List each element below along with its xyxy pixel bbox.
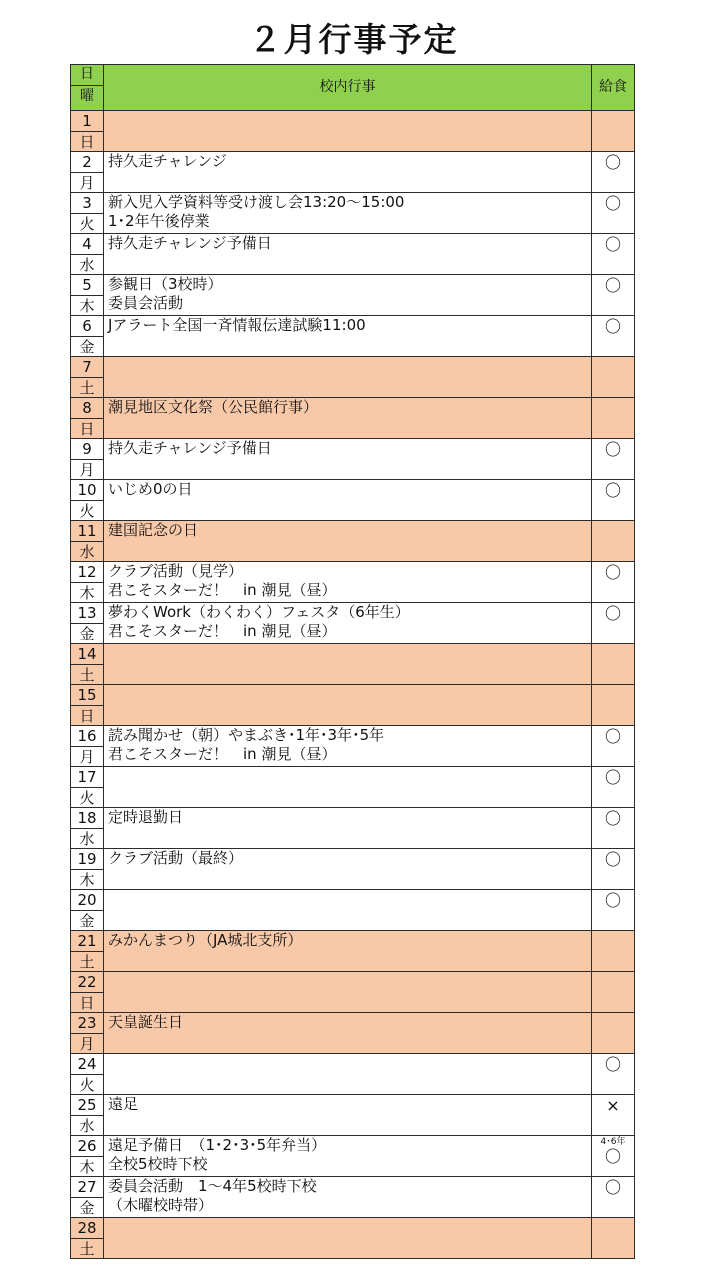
day-cell: [71, 849, 104, 890]
schedule-body: [71, 65, 635, 1259]
table-row: [71, 521, 635, 562]
weekday-label: 土: [79, 953, 95, 971]
event-text: 持久走チャレンジ: [108, 152, 227, 170]
event-text: みかんまつり（JA城北支所）: [108, 931, 303, 949]
weekday-label: 金: [79, 338, 95, 356]
lunch-mark: 〇: [604, 194, 621, 213]
day-cell: [71, 521, 104, 562]
event-text: 君こそスターだ！ in 潮見（昼）: [108, 581, 337, 599]
day-number: 6: [82, 317, 92, 335]
weekday-label: 火: [79, 502, 95, 520]
lunch-cell: [592, 931, 635, 972]
lunch-cell: [592, 972, 635, 1013]
lunch-mark: [592, 357, 634, 358]
weekday-label: 火: [79, 215, 95, 233]
weekday-label: 日: [79, 420, 95, 438]
day-number: 26: [77, 1137, 97, 1155]
day-cell: [71, 890, 104, 931]
table-row: [71, 234, 635, 275]
event-text: 委員会活動 1～4年5校時下校: [108, 1177, 317, 1195]
lunch-cell: [592, 439, 635, 480]
event-text: 定時退勤日: [108, 808, 184, 826]
lunch-mark: 〇: [604, 563, 621, 582]
table-row: [71, 316, 635, 357]
lunch-mark: 〇: [604, 1178, 621, 1197]
weekday-label: 火: [79, 789, 95, 807]
events-cell: [104, 1054, 592, 1095]
events-cell: [104, 685, 592, 726]
header-row: [71, 65, 635, 111]
day-number: 10: [77, 481, 97, 499]
lunch-cell: [592, 1095, 635, 1136]
event-text: （木曜校時帯）: [108, 1196, 214, 1214]
event-text: 新入児入学資料等受け渡し会13:20～15:00: [108, 193, 405, 211]
header-day-cell: [71, 65, 104, 111]
day-cell: [71, 644, 104, 685]
table-row: [71, 480, 635, 521]
weekday-label: 土: [79, 379, 95, 397]
lunch-cell: [592, 234, 635, 275]
header-events-label: 校内行事: [319, 79, 376, 95]
lunch-cell: [592, 808, 635, 849]
day-number: 24: [77, 1055, 97, 1073]
lunch-cell: [592, 603, 635, 644]
lunch-cell: [592, 275, 635, 316]
day-number: 28: [77, 1219, 97, 1237]
lunch-mark: 〇: [604, 809, 621, 828]
day-cell: [71, 685, 104, 726]
table-row: [71, 644, 635, 685]
lunch-cell: [592, 644, 635, 685]
lunch-cell: [592, 111, 635, 152]
day-cell: [71, 398, 104, 439]
lunch-mark: [592, 111, 634, 112]
lunch-mark: 〇: [604, 317, 621, 336]
lunch-mark: [592, 931, 634, 932]
lunch-cell: [592, 1136, 635, 1177]
events-cell: [104, 644, 592, 685]
lunch-cell: [592, 480, 635, 521]
table-row: [71, 275, 635, 316]
event-text: 全校5校時下校: [108, 1155, 208, 1173]
day-cell: [71, 1136, 104, 1177]
table-row: [71, 1218, 635, 1259]
events-cell: [104, 767, 592, 808]
weekday-label: 日: [79, 994, 95, 1012]
lunch-cell: [592, 1218, 635, 1259]
lunch-mark: 〇: [604, 727, 621, 746]
day-number: 1: [82, 112, 92, 130]
events-cell: [104, 1013, 592, 1054]
lunch-cell: [592, 1013, 635, 1054]
event-text: 天皇誕生日: [108, 1013, 184, 1031]
weekday-label: 金: [79, 1199, 95, 1217]
day-cell: [71, 275, 104, 316]
lunch-mark: 〇: [604, 153, 621, 172]
event-text: 読み聞かせ（朝）やまぶき･1年･3年･5年: [108, 726, 385, 744]
day-number: 19: [77, 850, 97, 868]
events-cell: [104, 521, 592, 562]
events-cell: [104, 849, 592, 890]
event-text: 遠足: [108, 1095, 139, 1113]
lunch-cell: [592, 562, 635, 603]
lunch-mark: [592, 685, 634, 686]
weekday-label: 木: [79, 584, 95, 602]
events-cell: [104, 972, 592, 1013]
lunch-cell: [592, 726, 635, 767]
day-number: 22: [77, 973, 97, 991]
day-number: 21: [77, 932, 97, 950]
day-number: 16: [77, 727, 97, 745]
table-row: [71, 1054, 635, 1095]
day-number: 18: [77, 809, 97, 827]
events-cell: [104, 193, 592, 234]
table-row: [71, 931, 635, 972]
day-number: 14: [77, 645, 97, 663]
events-cell: [104, 1095, 592, 1136]
weekday-label: 月: [79, 1035, 95, 1053]
lunch-cell: [592, 890, 635, 931]
event-text: 1･2年午後停業: [108, 212, 210, 230]
events-cell: [104, 234, 592, 275]
lunch-cell: [592, 357, 635, 398]
events-cell: [104, 890, 592, 931]
event-text: クラブ活動（見学）: [108, 562, 244, 580]
day-number: 23: [77, 1014, 97, 1032]
event-text: 夢わくWork（わくわく）フェスタ（6年生）: [108, 603, 410, 621]
lunch-mark: 〇: [604, 481, 621, 500]
day-cell: [71, 1095, 104, 1136]
day-number: 20: [77, 891, 97, 909]
day-cell: [71, 193, 104, 234]
day-number: 8: [82, 399, 92, 417]
events-cell: [104, 1136, 592, 1177]
event-text: 潮見地区文化祭（公民館行事）: [108, 398, 319, 416]
table-row: [71, 562, 635, 603]
day-number: 4: [82, 235, 92, 253]
table-row: [71, 439, 635, 480]
table-row: [71, 1136, 635, 1177]
day-number: 11: [77, 522, 97, 540]
event-text: 持久走チャレンジ予備日: [108, 234, 272, 252]
lunch-mark: [592, 644, 634, 645]
events-cell: [104, 808, 592, 849]
lunch-mark: 〇: [604, 850, 621, 869]
header-lunch-cell: [592, 65, 635, 111]
weekday-label: 木: [79, 1158, 95, 1176]
lunch-cell: [592, 316, 635, 357]
day-cell: [71, 1054, 104, 1095]
events-cell: [104, 316, 592, 357]
weekday-label: 月: [79, 461, 95, 479]
day-cell: [71, 1177, 104, 1218]
day-number: 12: [77, 563, 97, 581]
table-row: [71, 808, 635, 849]
table-row: [71, 111, 635, 152]
weekday-label: 水: [79, 830, 95, 848]
day-number: 9: [82, 440, 92, 458]
event-text: 建国記念の日: [108, 521, 199, 539]
day-cell: [71, 357, 104, 398]
day-number: 5: [82, 276, 92, 294]
day-number: 3: [82, 194, 92, 212]
schedule-table: [70, 64, 635, 1259]
weekday-label: 水: [79, 543, 95, 561]
day-cell: [71, 234, 104, 275]
day-cell: [71, 972, 104, 1013]
table-row: [71, 357, 635, 398]
weekday-label: 日: [79, 133, 95, 151]
event-text: 遠足予備日 （1･2･3･5年弁当）: [108, 1136, 327, 1154]
events-cell: [104, 275, 592, 316]
lunch-mark: [592, 1218, 634, 1219]
lunch-mark: ×: [606, 1096, 620, 1115]
day-number: 15: [77, 686, 97, 704]
weekday-label: 木: [79, 871, 95, 889]
day-cell: [71, 480, 104, 521]
events-cell: [104, 931, 592, 972]
table-row: [71, 1013, 635, 1054]
day-cell: [71, 1013, 104, 1054]
event-text: 君こそスターだ！ in 潮見（昼）: [108, 745, 337, 763]
header-day-label: 日: [80, 66, 94, 82]
events-cell: [104, 1177, 592, 1218]
lunch-mark: 〇: [604, 235, 621, 254]
table-row: [71, 767, 635, 808]
events-cell: [104, 562, 592, 603]
day-cell: [71, 931, 104, 972]
table-row: [71, 849, 635, 890]
table-row: [71, 890, 635, 931]
lunch-mark: 〇: [604, 1055, 621, 1074]
weekday-label: 金: [79, 912, 95, 930]
weekday-label: 月: [79, 174, 95, 192]
events-cell: [104, 603, 592, 644]
lunch-cell: [592, 193, 635, 234]
day-cell: [71, 316, 104, 357]
events-cell: [104, 1218, 592, 1259]
page-title: ２月行事予定: [248, 20, 459, 59]
table-row: [71, 603, 635, 644]
day-number: 17: [77, 768, 97, 786]
lunch-note: 4･6年: [600, 1137, 626, 1147]
lunch-mark: 〇: [604, 440, 621, 459]
lunch-mark: [592, 398, 634, 399]
event-text: クラブ活動（最終）: [108, 849, 244, 867]
lunch-cell: [592, 685, 635, 726]
day-cell: [71, 767, 104, 808]
events-cell: [104, 726, 592, 767]
lunch-mark: 〇: [604, 1147, 621, 1166]
weekday-label: 水: [79, 256, 95, 274]
weekday-label: 日: [79, 707, 95, 725]
event-text: いじめ0の日: [108, 480, 193, 498]
events-cell: [104, 152, 592, 193]
weekday-label: 金: [79, 625, 95, 643]
header-events-cell: [104, 65, 592, 111]
lunch-cell: [592, 1054, 635, 1095]
weekday-label: 火: [79, 1076, 95, 1094]
weekday-label: 土: [79, 1240, 95, 1258]
events-cell: [104, 439, 592, 480]
lunch-cell: [592, 398, 635, 439]
weekday-label: 水: [79, 1117, 95, 1135]
lunch-cell: [592, 152, 635, 193]
event-text: 君こそスターだ！ in 潮見（昼）: [108, 622, 337, 640]
day-cell: [71, 726, 104, 767]
day-cell: [71, 111, 104, 152]
lunch-cell: [592, 1177, 635, 1218]
events-cell: [104, 357, 592, 398]
day-cell: [71, 808, 104, 849]
lunch-mark: 〇: [604, 891, 621, 910]
lunch-mark: 〇: [604, 604, 621, 623]
day-cell: [71, 603, 104, 644]
lunch-mark: [592, 972, 634, 973]
table-row: [71, 972, 635, 1013]
day-cell: [71, 562, 104, 603]
table-row: [71, 152, 635, 193]
day-cell: [71, 152, 104, 193]
event-text: 委員会活動: [108, 294, 184, 312]
event-text: Jアラート全国一斉情報伝達試験11:00: [108, 316, 366, 334]
events-cell: [104, 398, 592, 439]
table-row: [71, 193, 635, 234]
day-cell: [71, 1218, 104, 1259]
day-cell: [71, 439, 104, 480]
event-text: 持久走チャレンジ予備日: [108, 439, 272, 457]
lunch-mark: 〇: [604, 768, 621, 787]
table-row: [71, 1177, 635, 1218]
day-number: 27: [77, 1178, 97, 1196]
events-cell: [104, 480, 592, 521]
lunch-mark: 〇: [604, 276, 621, 295]
lunch-cell: [592, 521, 635, 562]
events-cell: [104, 111, 592, 152]
day-number: 7: [82, 358, 92, 376]
table-row: [71, 398, 635, 439]
weekday-label: 木: [79, 297, 95, 315]
day-number: 25: [77, 1096, 97, 1114]
day-number: 2: [82, 153, 92, 171]
weekday-label: 土: [79, 666, 95, 684]
lunch-cell: [592, 767, 635, 808]
table-row: [71, 685, 635, 726]
header-weekday-label: 曜: [80, 88, 94, 104]
header-lunch-label: 給食: [599, 79, 627, 95]
table-row: [71, 726, 635, 767]
table-row: [71, 1095, 635, 1136]
lunch-mark: [592, 521, 634, 522]
lunch-mark: [592, 1013, 634, 1014]
event-text: 参観日（3校時）: [108, 275, 223, 293]
weekday-label: 月: [79, 748, 95, 766]
lunch-cell: [592, 849, 635, 890]
day-number: 13: [77, 604, 97, 622]
